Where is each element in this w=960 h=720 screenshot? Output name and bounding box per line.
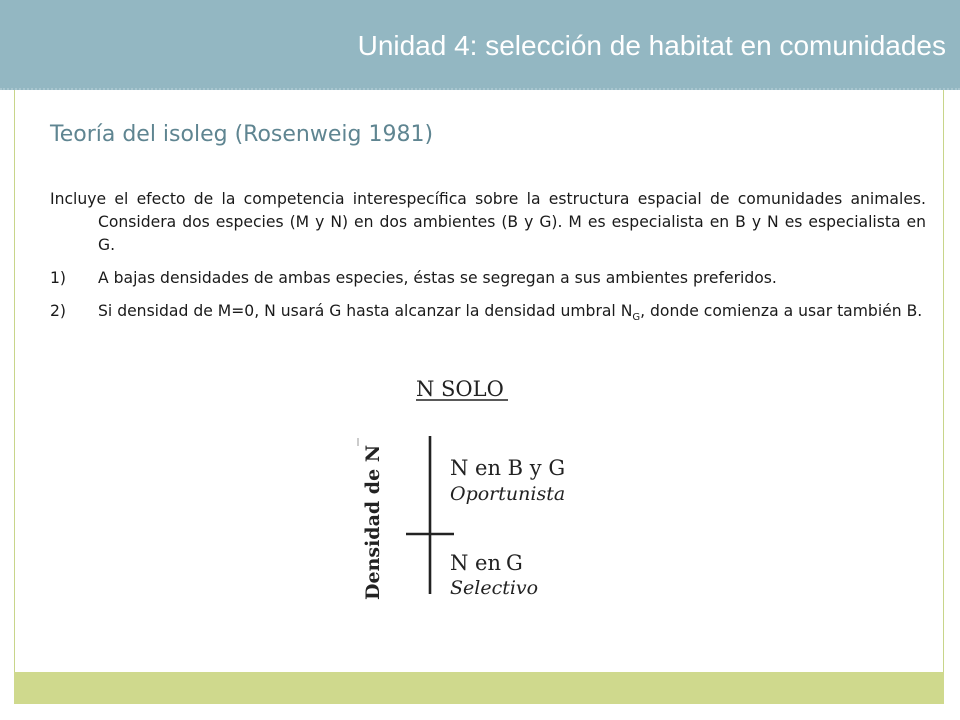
list-item-text-before: Si densidad de M=0, N usará G hasta alcanzar la densidad umbral N: [98, 302, 633, 320]
slide-header-title: Unidad 4: selección de habitat en comunidades: [357, 30, 946, 61]
lower-label-letter: G: [506, 551, 523, 575]
isoleg-diagram: [320, 372, 600, 612]
header-bar: [0, 0, 960, 90]
list-item-text-after: , donde comienza a usar también B.: [640, 302, 923, 320]
diagram-title: N SOLO: [416, 377, 504, 401]
lower-label: N en: [450, 551, 502, 575]
isoleg-diagram-svg: [320, 372, 600, 612]
lower-sublabel: Selectivo: [450, 577, 539, 599]
list-item-1: [50, 267, 926, 290]
list-item-text: A bajas densidades de ambas especies, éstas se segregan a sus ambientes preferidos.: [98, 269, 777, 287]
slide-subtitle: Teoría del isoleg (Rosenweig 1981): [50, 122, 434, 147]
list-item-number: 1): [50, 269, 67, 287]
axis-label-densidad: Densidad de N: [362, 444, 384, 600]
subscript-g: G: [632, 312, 641, 324]
upper-label: N en B y G: [450, 456, 566, 480]
slide-body: [50, 188, 926, 339]
list-item-2: [50, 300, 926, 329]
upper-sublabel: Oportunista: [450, 483, 566, 505]
list-item-number: 2): [50, 302, 67, 320]
intro-paragraph: Incluye el efecto de la competencia interespecífica sobre la estructura espacial de comunidades animales. Considera dos especies (M y N) en dos ambientes (B y G). M es especialista en B y N es especialista en G.: [50, 190, 926, 254]
footer-band: [14, 672, 944, 704]
